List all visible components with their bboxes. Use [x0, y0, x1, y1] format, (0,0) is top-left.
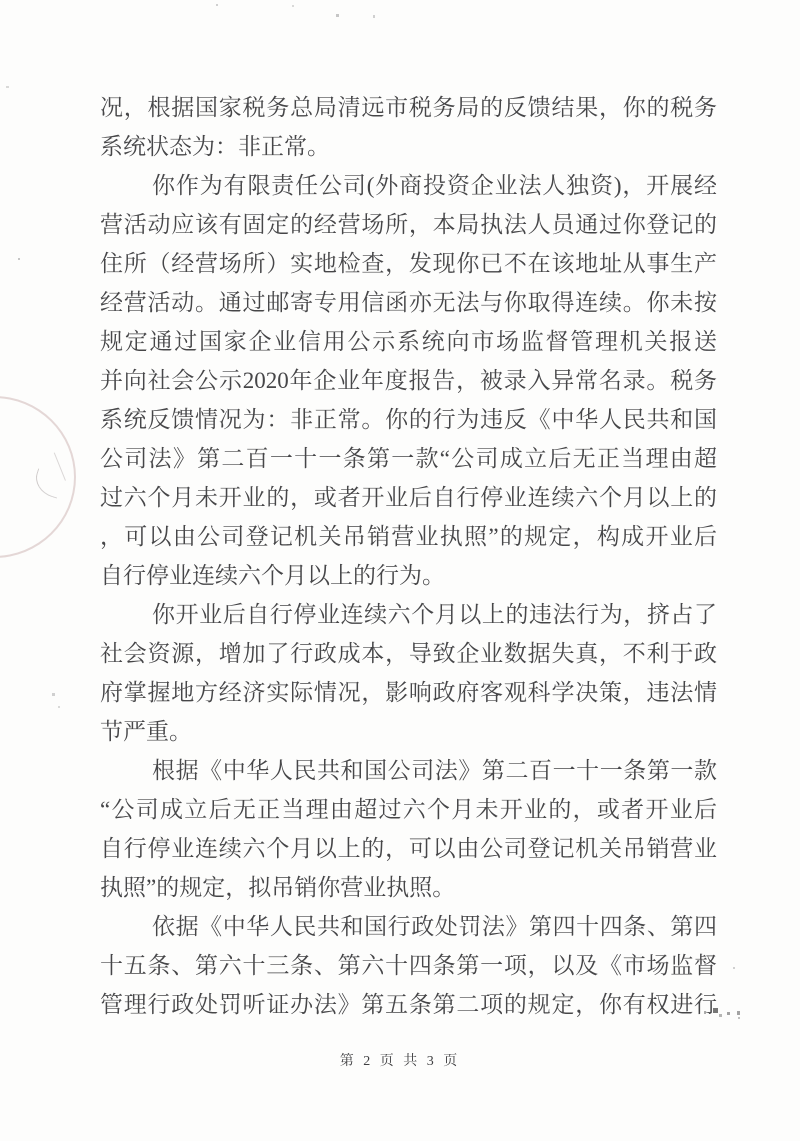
scan-speck	[738, 1017, 740, 1019]
scan-speck	[737, 1011, 740, 1015]
text-line: 执照”的规定，拟吊销你营业执照。	[100, 875, 456, 900]
scan-speck	[373, 15, 375, 18]
scan-speck	[336, 14, 339, 17]
scan-speck	[719, 1014, 722, 1017]
scan-speck	[18, 258, 20, 260]
text-line: 自行停业连续六个月以上的行为。	[100, 563, 445, 588]
text-line: 节严重。	[100, 719, 192, 744]
text-line: 社会资源，增加了行政成本，导致企业数据失真，不利于政	[100, 641, 717, 666]
text-line: 公司法》第二百一十一条第一款“公司成立后无正当理由超	[100, 446, 717, 471]
text-line: 自行停业连续六个月以上的，可以由公司登记机关吊销营业	[100, 836, 717, 861]
text-line: 况，根据国家税务总局清远市税务局的反馈结果，你的税务	[100, 95, 717, 120]
scan-speck	[733, 967, 735, 969]
document-text-block	[100, 88, 717, 1024]
text-line: 系统反馈情况为：非正常。你的行为违反《中华人民共和国	[100, 407, 717, 432]
scan-speck	[58, 706, 60, 708]
text-line: 系统状态为：非正常。	[100, 134, 330, 159]
text-line: 经营活动。通过邮寄专用信函亦无法与你取得连续。你未按	[100, 290, 717, 315]
scan-speck	[292, 5, 294, 7]
text-line: 根据《中华人民共和国公司法》第二百一十一条第一款	[152, 758, 717, 783]
text-line: 过六个月未开业的，或者开业后自行停业连续六个月以上的	[100, 485, 717, 510]
text-line: ，可以由公司登记机关吊销营业执照”的规定，构成开业后	[100, 524, 717, 549]
text-line: 府掌握地方经济实际情况，影响政府客观科学决策，违法情	[100, 680, 717, 705]
text-line: 营活动应该有固定的经营场所，本局执法人员通过你登记的	[100, 212, 717, 237]
text-line: 住所（经营场所）实地检查，发现你已不在该地址从事生产	[100, 251, 717, 276]
page-number-footer: 第 2 页 共 3 页	[339, 1054, 461, 1069]
text-line: 依据《中华人民共和国行政处罚法》第四十四条、第四	[152, 914, 717, 939]
text-line: 你作为有限责任公司(外商投资企业法人独资)，开展经	[152, 173, 717, 198]
text-line: 规定通过国家企业信用公示系统向市场监督管理机关报送	[100, 329, 717, 354]
scan-speck	[6, 86, 9, 88]
text-line: 管理行政处罚听证办法》第五条第二项的规定，你有权进行	[100, 992, 717, 1017]
scan-speck	[216, 4, 218, 6]
text-line: 十五条、第六十三条、第六十四条第一项，以及《市场监督	[100, 953, 717, 978]
text-line: 你开业后自行停业连续六个月以上的违法行为，挤占了	[152, 602, 717, 627]
scan-speck	[727, 1012, 730, 1015]
text-line: “公司成立后无正当理由超过六个月未开业的，或者开业后	[100, 797, 717, 822]
scan-speck	[52, 693, 55, 696]
text-line: 并向社会公示2020年企业年度报告，被录入异常名录。税务	[100, 368, 717, 393]
